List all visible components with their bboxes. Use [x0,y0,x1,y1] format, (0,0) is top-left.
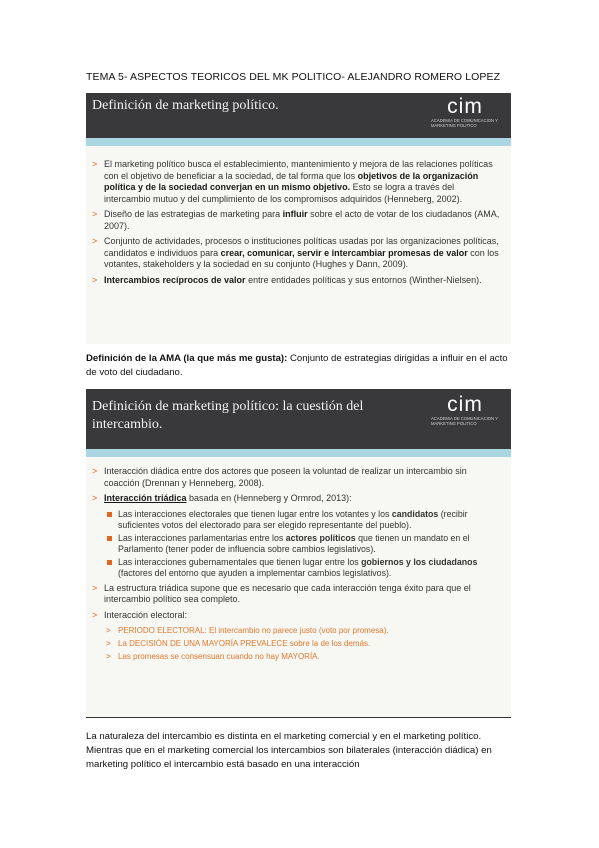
square-bullet-icon [107,560,112,565]
arrow-bullet-icon: > [92,609,98,620]
arrow-bullet-icon: > [106,652,111,661]
slide-definition [86,93,511,344]
square-bullet-icon [107,512,112,517]
arrow-bullet-icon: > [92,582,98,593]
header-stripe [86,449,511,457]
arrow-bullet-icon: > [92,466,98,476]
arrow-bullet-icon: > [92,236,98,246]
sub-bullet-item: Las interacciones electorales que tienen lugar entre los votantes y los candidatos (recibir suficientes votos del electorado para ser elegido representante del pueblo). [106,509,503,531]
exchange-paragraph: La naturaleza del intercambio es distinta en el marketing comercial y en el marketing político. Mientras que en el marketing comercial los intercambios son bilaterales (interacción diádica) en marketing político el intercambio está basado en una interacción [86,731,492,770]
arrow-bullet-icon: > [106,626,111,635]
bullet-item: > Diseño de las estrategias de marketing para influir sobre el acto de votar de los ciudadanos (AMA, 2007). [92,209,500,231]
ama-definition-paragraph: Definición de la AMA (la que más me gusta): Conjunto de estrategias dirigidas a influir en el acto de voto del ciudadano. [86,353,508,378]
document-title: TEMA 5- ASPECTOS TEORICOS DEL MK POLITICO- ALEJANDRO ROMERO LOPEZ [86,71,501,83]
bullet-item: > Intercambios recíprocos de valor entre entidades políticas y sus entornos (Winther-Nielsen). [92,274,482,285]
slide-title: Definición de marketing político: la cuestión del intercambio. [92,399,364,432]
header-stripe [86,138,511,146]
slide-header [86,389,511,449]
sub-bullet-item: Las interacciones gubernamentales que tienen lugar entre los gobiernos y los ciudadanos (factores del entorno que ayuden a implementar cambios legislativos). [106,557,503,579]
electoral-item: > La DECISIÓN DE UNA MAYORÍA PREVALECE sobre la de los demás. [106,639,371,648]
arrow-bullet-icon: > [92,274,98,285]
bullet-item: > La estructura triádica supone que es necesario que cada interacción tenga éxito para que el intercambio político sea completo. [92,582,471,604]
bullet-item: > Conjunto de actividades, procesos o instituciones políticas usadas por las organizaciones políticas, candidatos e individuos para crear, comunicar, servir e intercambiar promesas de valor con los votantes, stakeholders y la sociedad en su conjunto (Hughes y Dann, 2009). [92,236,499,269]
slide-header [86,93,511,138]
sub-bullet-item: Las interacciones parlamentarias entre los actores políticos que tienen un mandato en el Parlamento (tener poder de influencia sobre cambios legislativos). [106,533,503,555]
arrow-bullet-icon: > [106,639,111,648]
electoral-item: > Las promesas se consensuan cuando no hay MAYORÍA. [106,652,320,661]
cim-logo: cim ACADEMIA DE COMUNICACION Y MARKETING POLITICO [431,95,498,128]
bullet-item: > Interacción diádica entre dos actores que poseen la voluntad de realizar un intercambio sin coacción (Drennan y Henneberg, 2008). [92,466,467,488]
electoral-item: > PERIODO ELECTORAL: El intercambio no parece justo (voto por promesa). [106,626,389,635]
bullet-item: > El marketing político busca el establecimiento, mantenimiento y mejora de las relaciones políticas con el objetivo de beneficiar a la sociedad, de tal forma que los objetivos de la organización política y de la sociedad converjan en un mismo objetivo. Esto se logra a través del intercambio mutuo y del cumplimiento de los compromisos adquiridos (Henneberg, 2002). [92,159,493,204]
bullet-item: > Interacción electoral: [92,609,188,620]
bullet-list [92,159,503,290]
bullet-list [92,466,503,664]
arrow-bullet-icon: > [92,159,98,169]
square-bullet-icon [107,536,112,541]
slide-title: Definición de marketing político. [92,98,279,113]
slide-intercambio [86,389,511,718]
arrow-bullet-icon: > [92,493,98,503]
arrow-bullet-icon: > [92,209,98,219]
cim-logo: cim ACADEMIA DE COMUNICACION Y MARKETING POLITICO [431,393,498,426]
bullet-item: > Interacción triádica basada en (Henneberg y Ormrod, 2013): [92,493,352,503]
